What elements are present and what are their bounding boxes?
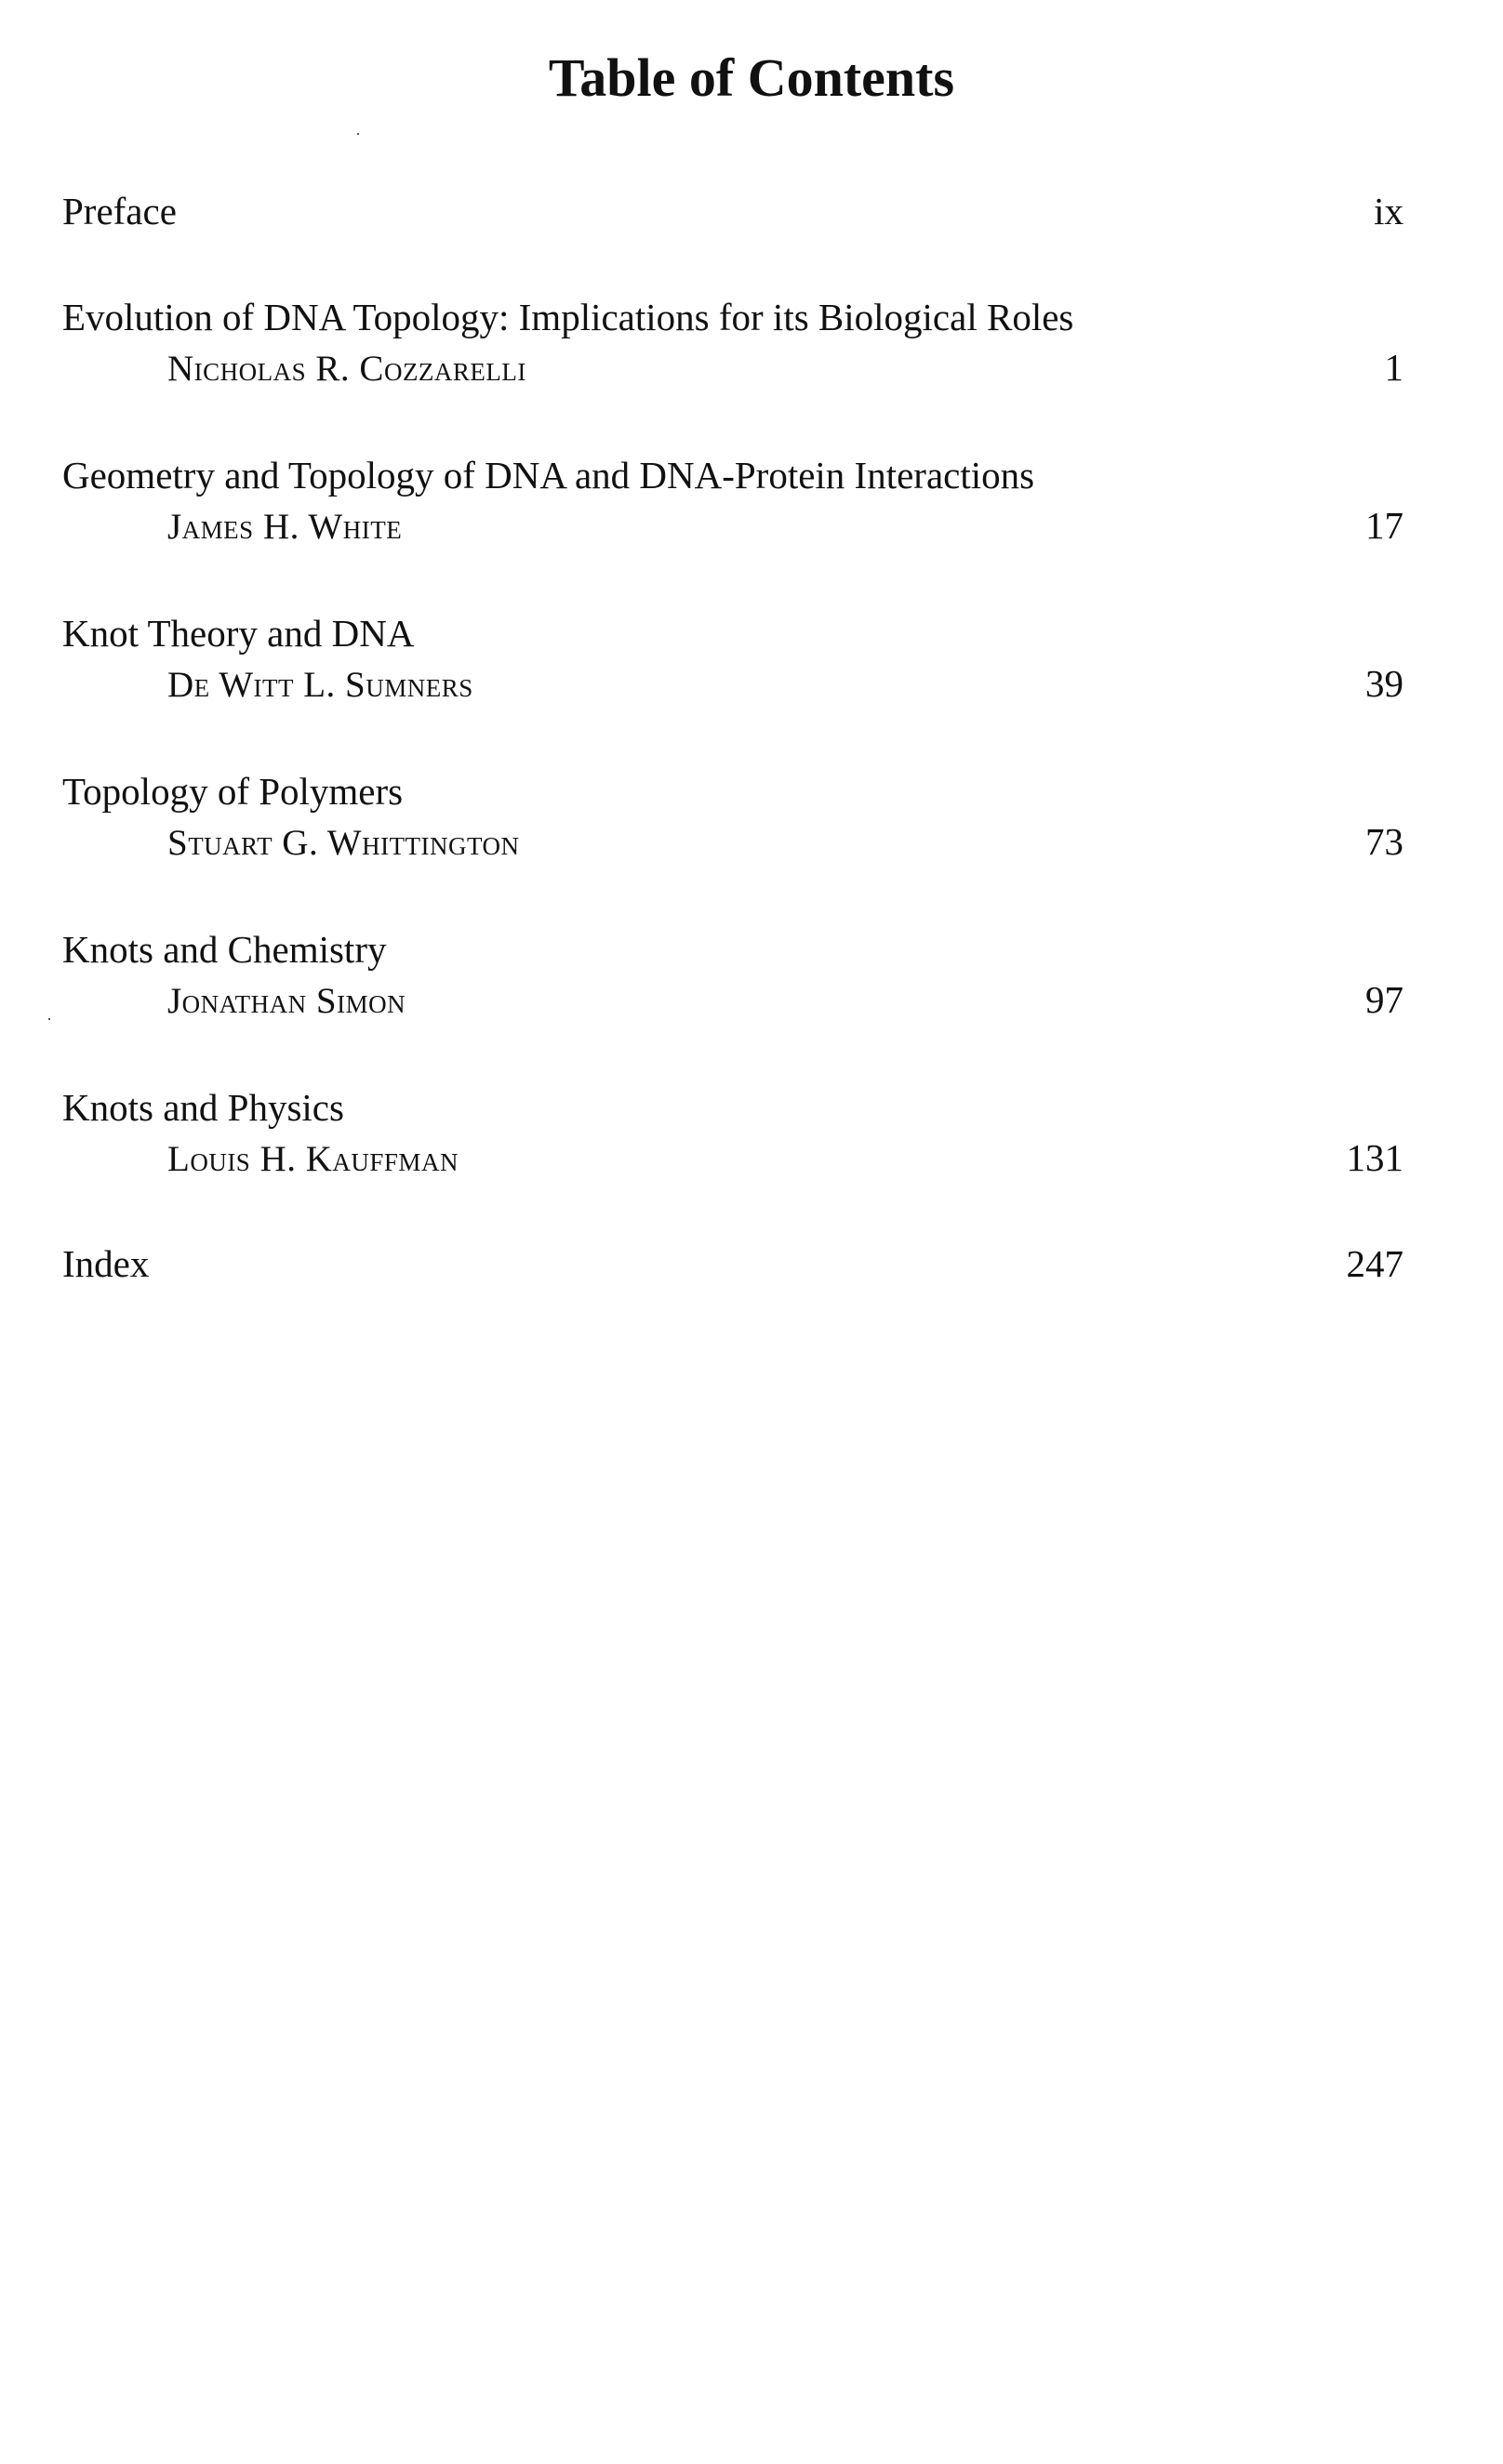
toc-entry-page: 97	[1365, 978, 1403, 1021]
toc-entry	[62, 450, 1403, 552]
toc-preface-label: Preface	[62, 190, 177, 232]
toc-entry-author: Louis H. Kauffman	[167, 1139, 459, 1179]
toc-entry	[62, 292, 1403, 394]
toc-entry-title: Knots and Chemistry	[62, 928, 387, 971]
toc-entry-author: Stuart G. Whittington	[167, 823, 520, 863]
toc-list	[62, 186, 1403, 1289]
speck-mark	[357, 133, 359, 135]
toc-preface	[62, 186, 1403, 236]
toc-entry-title: Knots and Physics	[62, 1086, 344, 1129]
toc-entry-page: 17	[1365, 504, 1403, 547]
toc-entry-author: De Witt L. Sumners	[167, 665, 473, 705]
toc-entry	[62, 924, 1403, 1027]
toc-entry-page: 73	[1365, 820, 1403, 863]
toc-entry-page: 1	[1384, 346, 1403, 389]
toc-entry	[62, 608, 1403, 710]
toc-entry-author: Jonathan Simon	[167, 981, 406, 1021]
toc-entry-author: James H. White	[167, 507, 403, 547]
toc-index-label: Index	[62, 1242, 150, 1285]
toc-entry	[62, 766, 1403, 868]
toc-entry	[62, 1082, 1403, 1185]
toc-preface-page: ix	[1374, 190, 1403, 232]
toc-entry-title: Knot Theory and DNA	[62, 612, 415, 655]
page-title: Table of Contents	[548, 47, 955, 108]
toc-entry-author: Nicholas R. Cozzarelli	[167, 349, 526, 389]
toc-entry-page: 131	[1346, 1136, 1403, 1179]
toc-entry-title: Geometry and Topology of DNA and DNA-Protein Interactions	[62, 454, 1035, 497]
speck-mark	[48, 1018, 50, 1020]
toc-entry-title: Evolution of DNA Topology: Implications for its Biological Roles	[62, 296, 1074, 338]
toc-entry-page: 39	[1365, 662, 1403, 705]
toc-entry-title: Topology of Polymers	[62, 770, 404, 813]
toc-index-page: 247	[1346, 1242, 1403, 1285]
toc-index	[62, 1239, 1403, 1289]
